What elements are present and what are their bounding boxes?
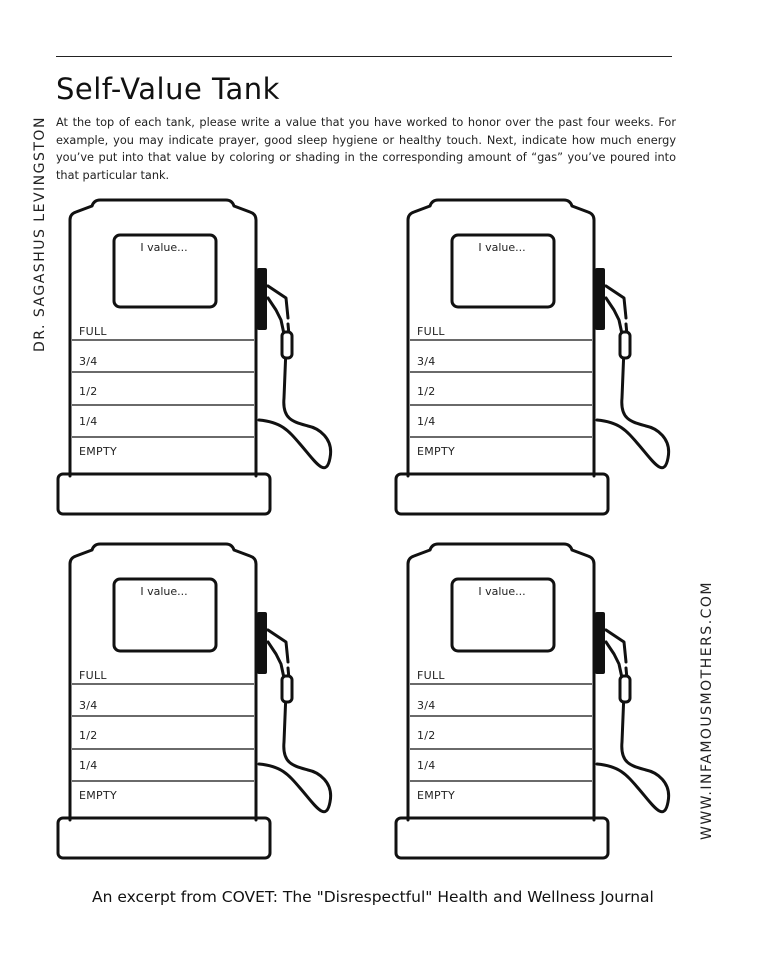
hose [259, 348, 331, 468]
tank-level-label: EMPTY [417, 789, 456, 802]
hose [259, 692, 331, 812]
tank-level-label: 3/4 [417, 355, 436, 368]
nozzle-holder [257, 268, 267, 330]
value-prompt-label: I value... [140, 585, 188, 598]
nozzle-holder [595, 268, 605, 330]
tank-level-label: FULL [79, 669, 107, 682]
hose [597, 348, 669, 468]
tank-level-label: EMPTY [79, 445, 118, 458]
tank-level-label: 1/2 [417, 729, 436, 742]
tank-level-label: FULL [417, 325, 445, 338]
page-title: Self-Value Tank [56, 72, 280, 106]
tank-level-label: 1/4 [417, 415, 436, 428]
pump-base [58, 818, 270, 858]
gas-pump-tank [394, 198, 684, 518]
value-prompt-label: I value... [478, 241, 526, 254]
tank-level-label: 1/4 [79, 759, 98, 772]
tank-level-label: 1/2 [79, 729, 98, 742]
nozzle-grip [620, 676, 630, 702]
nozzle-holder [595, 612, 605, 674]
gas-pump-tank [56, 198, 346, 518]
tank-level-label: 1/2 [79, 385, 98, 398]
nozzle-holder [257, 612, 267, 674]
pump-base [396, 474, 608, 514]
tank-level-label: 3/4 [79, 355, 98, 368]
tank-level-label: FULL [417, 669, 445, 682]
website-url-vertical: WWW.INFAMOUSMOTHERS.COM [699, 580, 715, 840]
tank-level-label: FULL [79, 325, 107, 338]
tank-level-label: 1/2 [417, 385, 436, 398]
value-prompt-label: I value... [140, 241, 188, 254]
pump-base [396, 818, 608, 858]
author-name-vertical: DR. SAGASHUS LEVINGSTON [32, 116, 48, 352]
tank-level-label: EMPTY [79, 789, 118, 802]
nozzle-grip [282, 676, 292, 702]
top-rule [56, 56, 672, 57]
hose [597, 692, 669, 812]
tank-level-label: EMPTY [417, 445, 456, 458]
tank-level-label: 1/4 [417, 759, 436, 772]
tank-level-label: 1/4 [79, 415, 98, 428]
gas-pump-tank [56, 542, 346, 862]
gas-pump-tank [394, 542, 684, 862]
nozzle-grip [620, 332, 630, 358]
footer-excerpt: An excerpt from COVET: The "Disrespectful" Health and Wellness Journal [92, 888, 654, 906]
nozzle-grip [282, 332, 292, 358]
tank-level-label: 3/4 [417, 699, 436, 712]
pump-base [58, 474, 270, 514]
tank-level-label: 3/4 [79, 699, 98, 712]
instructions-paragraph: At the top of each tank, please write a value that you have worked to honor over the past four weeks. For example, you may indicate prayer, good sleep hygiene or healthy touch. Next, indicate how much energy you’ve put into that value by coloring or shading in the corresponding amount of “gas” you’ve poured into that particular tank. [56, 116, 676, 182]
value-prompt-label: I value... [478, 585, 526, 598]
